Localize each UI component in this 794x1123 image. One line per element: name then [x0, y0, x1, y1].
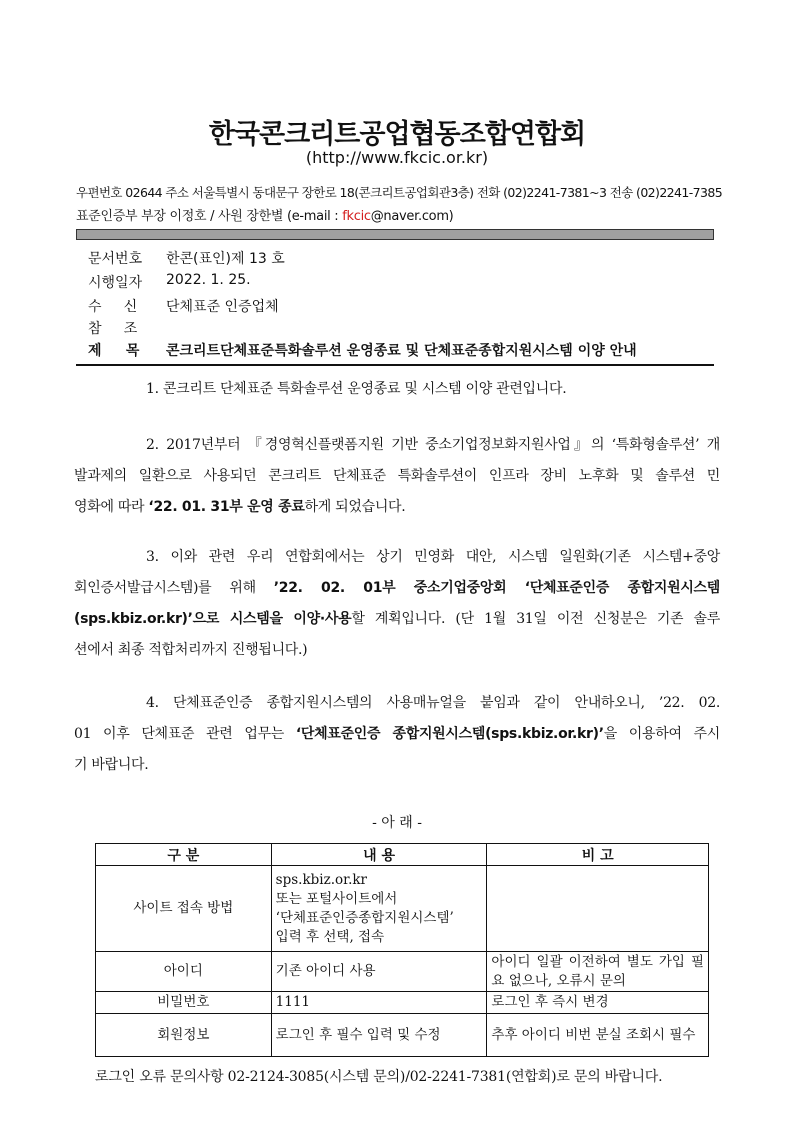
header-divider-bar	[76, 229, 714, 240]
date-label: 시행일자	[88, 275, 143, 291]
text-segment: 하게 되었습니다.	[304, 499, 406, 515]
table-header: 비 고	[487, 844, 709, 866]
table-cell: 기존 아이디 사용	[271, 952, 487, 992]
organization-url: (http://www.fkcic.or.kr)	[305, 148, 489, 167]
text-segment: 을 이용하여 주시	[603, 726, 720, 742]
paragraph-4	[74, 688, 720, 781]
paragraph-3	[74, 542, 720, 666]
email-domain: @naver.com)	[370, 209, 454, 224]
table-header: 내 용	[271, 844, 487, 866]
bold-segment: ‘22. 01. 31부 운영 종료	[148, 499, 305, 515]
organization-name: 한국콘크리트공업협동조합연합회	[208, 119, 586, 150]
cell-line: ‘단체표준인증종합지원시스템’	[275, 909, 454, 926]
paragraph-3-line-2	[74, 573, 720, 604]
paragraph-2-line-2: 발과제의 일환으로 사용되던 콘크리트 단체표준 특화솔루션이 인프라 장비 노후화 및 솔루션 민	[74, 468, 720, 484]
table-cell: 1111	[271, 992, 487, 1014]
table-cell	[487, 866, 709, 952]
table-cell: 로그인 후 즉시 변경	[487, 992, 709, 1014]
table-header-row	[96, 844, 709, 866]
subject-label: 제 목	[88, 343, 140, 359]
paragraph-2	[74, 430, 720, 523]
table-cell: 사이트 접속 방법	[96, 866, 272, 952]
cell-line: 입력 후 선택, 접속	[275, 928, 385, 945]
cell-line: 또는 포털사이트에서	[275, 890, 398, 907]
paragraph-4-line-2	[74, 719, 720, 750]
table-cell: 회원정보	[96, 1014, 272, 1057]
email-user: fkcic	[342, 209, 371, 224]
paragraph-4-line-1: 4. 단체표준인증 종합지원시스템의 사용매뉴얼을 붙임과 같이 안내하오니, ’22. 02.	[146, 695, 720, 711]
paragraph-2-line-1: 2. 2017년부터 『경영혁신플랫폼지원 기반 중소기업정보화지원사업』의 ‘특화형솔루션’ 개	[146, 437, 720, 453]
paragraph-1	[74, 374, 720, 405]
table-cell: 아이디 일괄 이전하여 별도 가입 필요 없으나, 오류시 문의	[487, 952, 709, 992]
staff-prefix: 표준인증부 부장 이정호 / 사원 장한별 (e-mail :	[76, 209, 343, 224]
table-row	[96, 952, 709, 992]
footer-inquiry: 로그인 오류 문의사항 02-2124-3085(시스템 문의)/02-2241-7381(연합회)로 문의 바랍니다.	[95, 1069, 663, 1085]
reference-label: 참 조	[88, 321, 138, 337]
table-cell: 비밀번호	[96, 992, 272, 1014]
recipient-label: 수 신	[88, 299, 138, 315]
text-segment: 회인증서발급시스템)를 위해	[74, 580, 274, 596]
paragraph-4-line-3: 기 바랍니다.	[74, 757, 149, 773]
subject: 콘크리트단체표준특화솔루션 운영종료 및 단체표준종합지원시스템 이양 안내	[166, 343, 637, 359]
table-row	[96, 1014, 709, 1057]
issue-date: 2022. 1. 25.	[166, 272, 251, 288]
table-cell: 추후 아이디 비번 분실 조회시 필수	[487, 1014, 709, 1057]
paragraph-3-line-4: 션에서 최종 적합처리까지 진행됩니다.)	[74, 642, 308, 658]
table-header: 구 분	[96, 844, 272, 866]
doc-number: 한콘(표인)제 13 호	[166, 251, 285, 267]
text-segment: 01 이후 단체표준 관련 업무는	[74, 726, 296, 742]
table-cell	[271, 866, 487, 952]
info-table	[95, 843, 709, 1057]
cell-line: sps.kbiz.or.kr	[275, 871, 368, 888]
text-segment: 영화에 따라	[74, 499, 149, 515]
paragraph-3-line-1: 3. 이와 관련 우리 연합회에서는 상기 민영화 대안, 시스템 일원화(기존 시스템+중앙	[146, 549, 720, 565]
paragraph-3-line-3	[74, 604, 720, 635]
bold-segment: ’22. 02. 01부 중소기업중앙회 ‘단체표준인증 종합지원시스템	[273, 580, 721, 596]
section-heading-below: - 아 래 -	[372, 815, 422, 831]
paragraph-1-line: 1. 콘크리트 단체표준 특화솔루션 운영종료 및 시스템 이양 관련입니다.	[146, 381, 567, 397]
text-segment: 할 계획입니다. (단 1월 31일 이전 신청분은 기존 솔루	[351, 611, 720, 627]
staff-contact-line	[76, 205, 453, 224]
recipient: 단체표준 인증업체	[166, 299, 279, 315]
bold-segment: (sps.kbiz.or.kr)’으로 시스템을 이양·사용	[74, 611, 352, 627]
bold-segment: ‘단체표준인증 종합지원시스템(sps.kbiz.or.kr)’	[295, 726, 604, 742]
table-cell: 로그인 후 필수 입력 및 수정	[271, 1014, 487, 1057]
paragraph-2-line-3	[74, 492, 720, 523]
doc-number-label: 문서번호	[88, 251, 143, 267]
address-line: 우편번호 02644 주소 서울특별시 동대문구 장한로 18(콘크리트공업회관3층) 전화 (02)2241-7381~3 전송 (02)2241-7385	[76, 185, 723, 200]
table-row	[96, 992, 709, 1014]
table-row	[96, 866, 709, 952]
table-cell: 아이디	[96, 952, 272, 992]
subject-rule	[76, 364, 714, 366]
